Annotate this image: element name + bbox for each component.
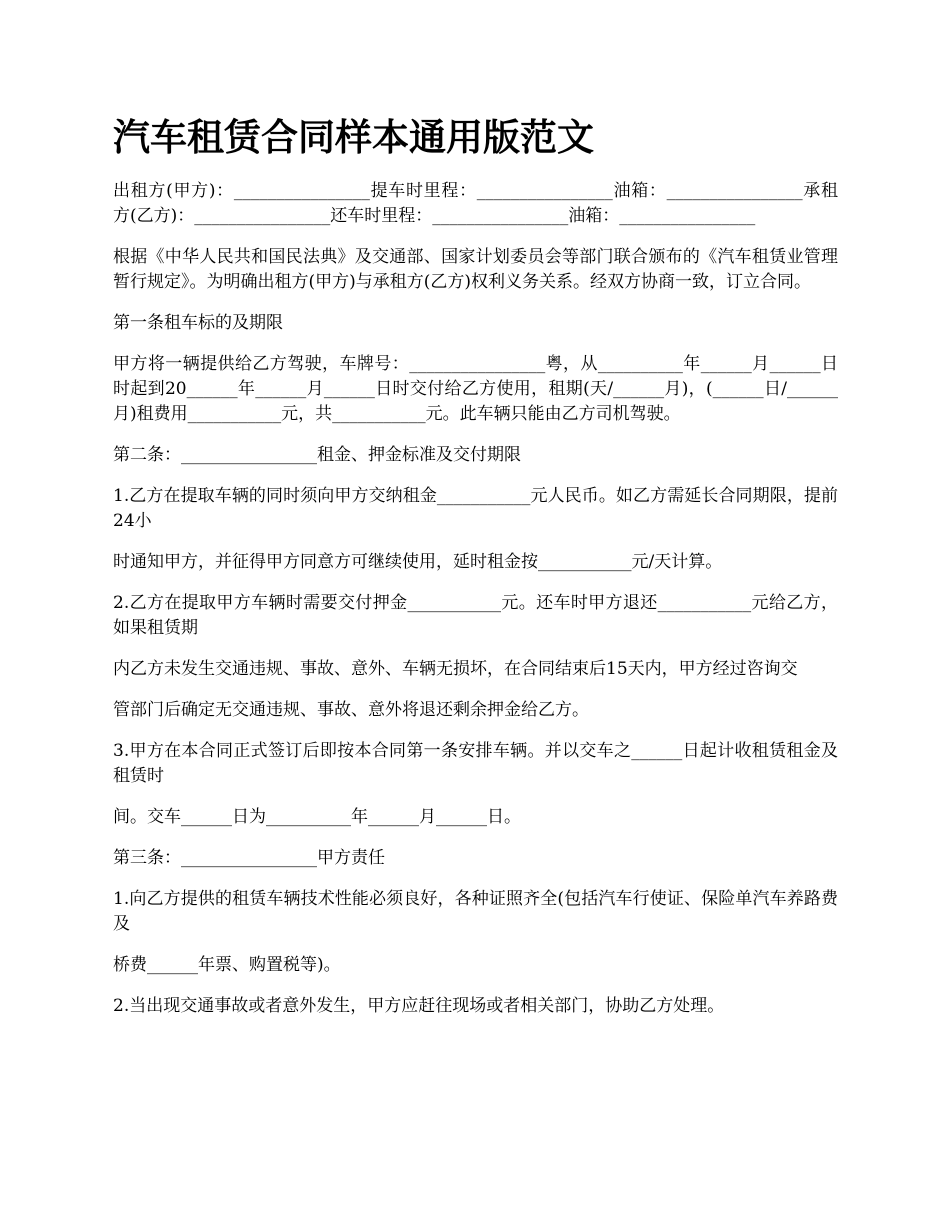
article-2-heading: 第二条：________________租金、押金标准及交付期限 xyxy=(113,445,521,465)
article-3-clause-1a: 1.向乙方提供的租赁车辆技术性能必须良好，各种证照齐全(包括汽车行使证、保险单汽车养路费及 xyxy=(113,889,838,934)
document-title: 汽车租赁合同样本通用版范文 xyxy=(113,115,594,159)
article-2-clause-1b: 时通知甲方，并征得甲方同意方可继续使用，延时租金按___________元/天计算。 xyxy=(113,552,723,572)
article-3-clause-2: 2.当出现交通事故或者意外发生，甲方应赶往现场或者相关部门，协助乙方处理。 xyxy=(113,996,725,1016)
article-2-clause-2a: 2.乙方在提取甲方车辆时需要交付押金___________元。还车时甲方退还___________元给乙方，如果租赁期 xyxy=(113,593,838,638)
article-2-clause-1a: 1.乙方在提取车辆的同时须向甲方交纳租金___________元人民币。如乙方需延长合同期限，提前24小 xyxy=(113,486,838,531)
preamble-paragraph: 根据《中华人民共和国民法典》及交通部、国家计划委员会等部门联合颁布的《汽车租赁业管理暂行规定》。为明确出租方(甲方)与承租方(乙方)权利义务关系。经双方协商一致，订立合同。 xyxy=(113,247,838,292)
article-3-clause-1b: 桥费______年票、购置税等)。 xyxy=(113,955,341,975)
article-2-clause-2b: 内乙方未发生交通违规、事故、意外、车辆无损坏，在合同结束后15天内，甲方经过咨询交 xyxy=(113,659,798,679)
article-1-body: 甲方将一辆提供给乙方驾驶，车牌号：________________粤，从__________年______月______日时起到20______年______月______日时交付给乙方使用，租期(天/______月)，(______日/______月)租费用___________元，共___________元。此车辆只能由乙方司机驾驶。 xyxy=(113,354,838,424)
article-2-clause-2c: 管部门后确定无交通违规、事故、意外将退还剩余押金给乙方。 xyxy=(113,700,589,720)
party-info-paragraph: 出租方(甲方)：________________提车时里程：________________油箱：________________承租方(乙方)：________________还车时里程：________________油箱：________________ xyxy=(113,181,838,226)
article-2-clause-3a: 3.甲方在本合同正式签订后即按本合同第一条安排车辆。并以交车之______日起计收租赁租金及租赁时 xyxy=(113,741,838,786)
article-3-heading: 第三条：________________甲方责任 xyxy=(113,848,385,868)
document-page xyxy=(113,112,838,1035)
article-2-clause-3b: 间。交车______日为__________年______月______日。 xyxy=(113,807,521,827)
article-1-heading: 第一条租车标的及期限 xyxy=(113,313,283,333)
